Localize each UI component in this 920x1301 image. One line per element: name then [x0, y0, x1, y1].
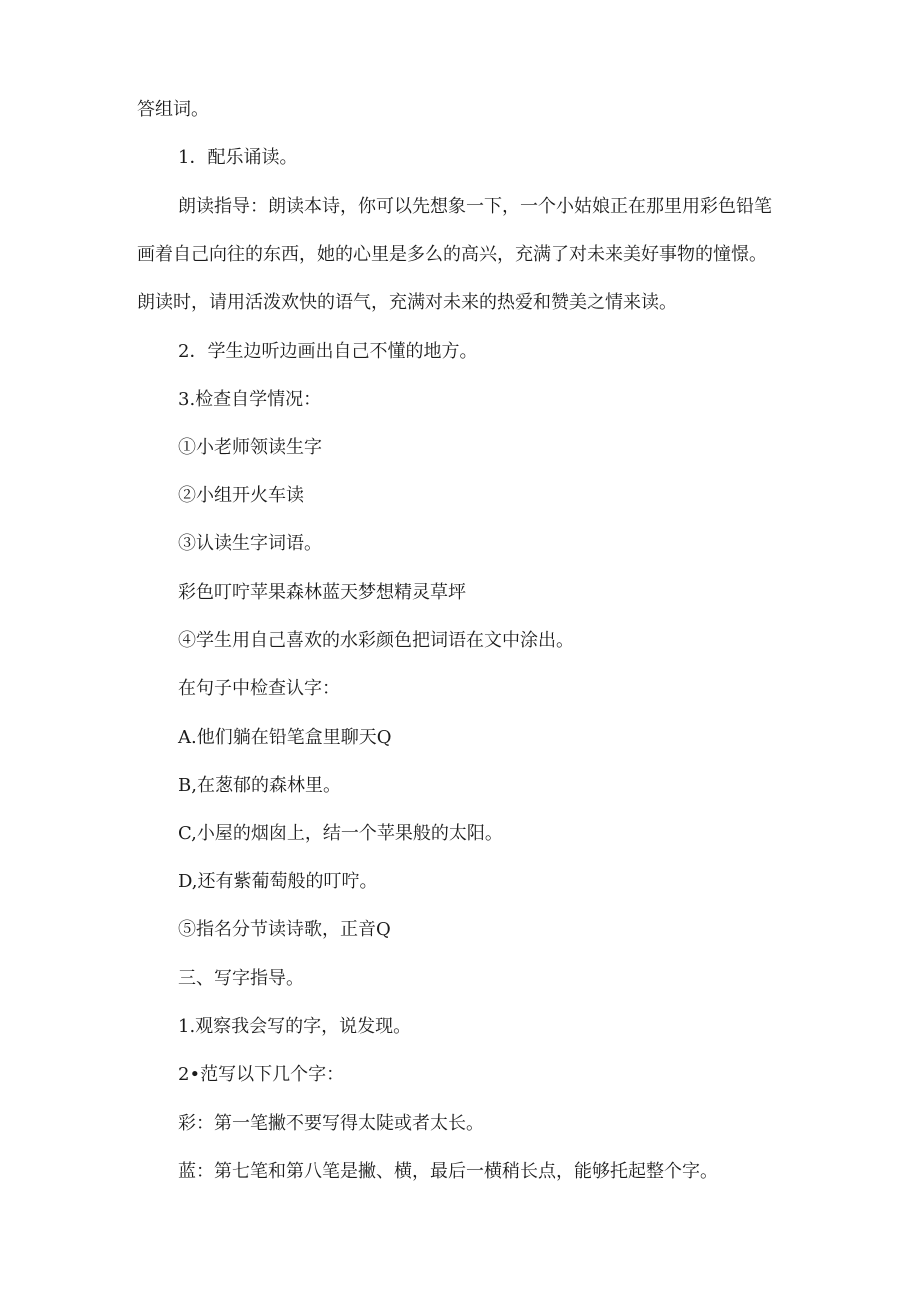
- paragraph-line: 画着自己向往的东西，她的心里是多么的高兴，充满了对未来美好事物的憧憬。: [137, 244, 767, 265]
- section-heading: 三、写字指导。: [178, 968, 304, 989]
- list-item: A.他们躺在铅笔盒里聊天Q: [178, 727, 392, 748]
- list-item: ⑤指名分节读诗歌，正音Q: [178, 919, 391, 940]
- paragraph-line: 彩：第一笔撇不要写得太陡或者太长。: [178, 1113, 484, 1134]
- paragraph-line: 朗读指导：朗读本诗，你可以先想象一下，一个小姑娘正在那里用彩色铅笔: [178, 196, 772, 217]
- paragraph-line: 答组词。: [137, 99, 209, 120]
- list-item: C,小屋的烟囱上，结一个苹果般的太阳。: [178, 823, 503, 844]
- list-item: 3.检查自学情况：: [178, 389, 322, 410]
- list-item: B,在葱郁的森林里。: [178, 775, 341, 796]
- paragraph-line: 在句子中检查认字：: [178, 678, 340, 699]
- paragraph-line: 朗读时，请用活泼欢快的语气，充满对未来的热爱和赞美之情来读。: [137, 292, 677, 313]
- list-item: ③认读生字词语。: [178, 533, 322, 554]
- list-item: ①小老师领读生字: [178, 437, 322, 458]
- list-item: 1.观察我会写的字，说发现。: [178, 1016, 412, 1037]
- list-item: 2•范写以下几个字：: [178, 1064, 345, 1085]
- list-item: D,还有紫葡萄般的叮咛。: [178, 871, 378, 892]
- paragraph-line: 蓝：第七笔和第八笔是撇、横，最后一横稍长点，能够托起整个字。: [178, 1161, 718, 1182]
- list-item: 1．配乐诵读。: [178, 147, 298, 168]
- list-item: ②小组开火车读: [178, 485, 304, 506]
- word-list: 彩色叮咛苹果森林蓝天梦想精灵草坪: [178, 582, 466, 603]
- list-item: ④学生用自己喜欢的水彩颜色把词语在文中涂出。: [178, 630, 574, 651]
- list-item: 2．学生边听边画出自己不懂的地方。: [178, 341, 478, 362]
